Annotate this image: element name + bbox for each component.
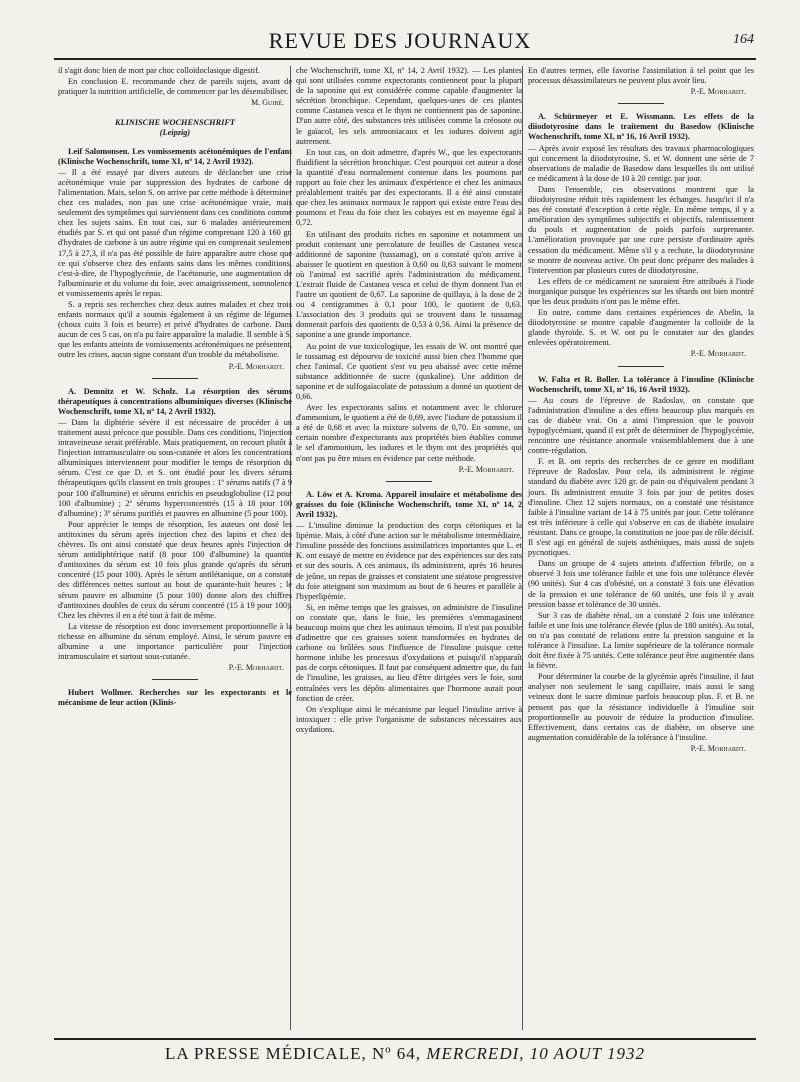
article-heading: A. Schürmeyer et E. Wissmann. Les effets de la diiodotyrosine dans le traitement du Basedow (Klinische Wochenschrift, tome XI, nº 16, 16 Avril 1932). — [528, 112, 754, 142]
author-signature: P.-E. Morhardt. — [228, 663, 284, 673]
author-signature: P.-E. Morhardt. — [690, 87, 746, 97]
paragraph: On s'explique ainsi le mécanisme par lequel l'insuline arrive à intoxiquer : elle prive l'organisme de substances nécessaires aux oxydations. — [296, 704, 522, 734]
header-rule — [54, 58, 756, 60]
article-heading: A. Demnitz et W. Scholz. La résorption des sérums thérapeutiques à concentrations albuminiques diverses (Klinische Wochenschrift, tome XI, nº 14, 2 Avril 1932). — [58, 386, 292, 416]
paragraph: Les effets de ce médicament ne sauraient être attribués à l'iode inorganique puisque les expériences sur les têtards ont bien montré que les deux produits n'ont pas le même effet. — [528, 276, 754, 306]
paragraph: En conclusion E. recommande chez de pareils sujets, avant de pratiquer la nutrition artificielle, de commencer par les désensibiliser. — [58, 77, 292, 97]
paragraph: Sur 3 cas de diabète rénal, on a constaté 2 fois une tolérance faible et une fois une tolérance élevée (plus de 180 unités). Au total, on n'a pas constaté de relations entre la pression sanguine et la tolérance à l'insuline. La limite supérieure de la tolérance normale doit être fixée à 75 unités. Cette tolérance peut être augmentée dans la fièvre. — [528, 610, 754, 671]
paragraph: S. a repris ses recherches chez deux autres malades et chez trois enfants normaux qu'il a soumis également à un régime de légumes (choux cuits 3 fois et beurre) et privé d'hydrates de carbone. Dans aucun de ces 5 cas, on n'a pu faire apparaître la maladie. Il semble à S. que les enfants atteints de vomissements acétonémiques ne présentent, outre les crises, aucun signe constant d'un trouble du métabolisme. — [58, 299, 292, 360]
paragraph: Avec les expectorants salins et notamment avec le chlorure d'ammonium, le quotient a été de 0,69, avec l'iodure de potassium il a été de 0,68 et avec la mixture solvens de 0,70. En somme, un certain nombre d'expectorants aux propriétés bien établies comme le sel d'ammonium, les iodures et le thym ont des propriétés qui n'ont pas pu être mises en évidence par cette méthode. — [296, 403, 522, 463]
author-signature: P.-E. Morhardt. — [690, 743, 746, 753]
paragraph: Au point de vue toxicologique, les essais de W. ont montré que le tussamag est dépourvu de toxicité aussi bien chez l'homme que chez l'animal. Ce quotient s'est vu peu abaissé avec cette même substance additionnée de sucre (quskaline). Une addition de saponine et de sulfogaïacolate de potassium a donné un quotient de 0,66. — [296, 341, 522, 401]
article-separator — [618, 103, 664, 104]
article-separator — [152, 679, 198, 680]
author-signature: P.-E. Morhardt. — [690, 349, 746, 359]
paragraph: Pour apprécier le temps de résorption, les auteurs ont dosé les antitoxines du sérum après injection chez des lapins et chez des chèvres. Ils ont ainsi constaté que deux heures après l'injection de sérum antidiphtérique natif (8 pour 100 d'albumine) la quantité d'antitoxines du sérum est 10 fois plus grande qu'après du sérum concentré (15 pour 100). Après le sérum antilétanique, on a constaté des différences nettes surtout au bout de quarante-huit heures ; le sérum pauvre en albumine (5 pour 100) donne alors des chiffres d'antitoxines doubles de ceux du sérum concentré (15 à 19 pour 100). Chez les chèvres il en a été tout à fait de même. — [58, 519, 292, 620]
paragraph: — Après avoir exposé les résultats des travaux pharmacologiques qui concernent la diiodotyrosine, S. et W. donnent une série de 7 observations de maladie de Basedow dans lesquelles ils ont utilisé ce médicament à la dose de 10 à 20 centigr. par jour. — [528, 143, 754, 183]
journal-section-title: KLINISCHE WOCHENSCHRIFT — [115, 118, 235, 128]
paragraph: En outre, comme dans certaines expériences de Abelin, la diiodotyrosine se montre capable d'augmenter la colloïde de la glande thyroïde. S. et W. ont pu le constater sur des glandes enlevées opératoirement. — [528, 308, 754, 348]
author-signature: P.-E. Morhardt. — [228, 361, 284, 371]
journal-city: (Leipzig) — [159, 128, 191, 138]
paragraph: La vitesse de résorption est donc inversement proportionnelle à la richesse en albumine du sérum employé. Ainsi, le sérum pauvre en albumine a une importance particulière pour l'injection intramusculaire et surtout sous-cutanée. — [58, 621, 292, 662]
paragraph: Si, en même temps que les graisses, on administre de l'insuline on constate que, dans le foie, les premières s'emmagasinent beaucoup moins que chez les animaux témoins. Il n'est pas possible d'admettre que ces graisses soient transformées en hydrates de carbone ou brûlées sous l'influence de l'insuline puisque cette hormone inhibe les processus d'oxydations et puisqu'il n'apparaît pas de corps cétoniques. Il faut par conséquent admettre que, du fait de l'insuline, les graisses, au lieu d'être dirigées vers le foie, sont entraînées vers les dépôts alimentaires que l'hormone aurait pour fonction de créer. — [296, 602, 522, 703]
article-heading: Leif Salomonsen. Les vomissements acétonémiques de l'enfant (Klinische Wochenschrift, tome XI, nº 14, 2 Avril 1932). — [58, 146, 292, 166]
column-1 — [58, 66, 292, 1032]
paragraph: — Au cours de l'épreuve de Radoslav, on constate que l'administration d'insuline a des effets beaucoup plus marqués en cas de diabète vrai. On a ainsi l'impression que le pouvoir hypoglycémiant, quand il est prêt de déterminer de l'hypoglycémie, rencontre une résistance anormale vraisemblablement due à une contre-régulation. — [528, 395, 754, 456]
column-2 — [290, 66, 522, 1032]
paragraph: — Il a été essayé par divers auteurs de déclancher une crise acétonémique vraie par suppression des hydrates de carbone de l'alimentation. Mais, selon S. on arrive par cette méthode à déterminer chez ces malades, non pas une crise acétonémique vraie, mais seulement des symptômes qui surviennent dans ces conditions comme chez les sujets sains. En tout cas, sur 6 malades antérieurement étudiés par S. et qui ont passé d'un régime comprenant 120 à 160 gr. d'hydrates de carbone à un autre régime qui en comprenait seulement 17,5 à 27,3, il n'a pas été possible de faire apparaître autre chose que ce qui s'observe chez des enfants sains dans les mêmes conditions, c'est-à-dire, de l'hypoglycémie, de l'acétonurie, une augmentation de l'albuminurie et du volume du foie, avec amaigrissement, somnolence et vomissements après le repas. — [58, 167, 292, 298]
running-header-title: REVUE DES JOURNAUX — [268, 28, 532, 53]
paragraph: F. et B. ont repris des recherches de ce genre en modifiant l'épreuve de Radoslav. Pour cela, ils administrent le régime standard du diabète avec 120 gr. de pain ou d'équivalent pendant 3 jours. Ils administrent ensuite 3 fois par jour de petites doses d'insuline. Chez 12 sujets normaux, on a constaté une résistance faible à l'insuline variant de 14 à 75 unités par jour. Cette tolérance est très inférieure à celle qui s'observe en cas de diabète insulaire résistant. Dans ce groupe, la constitution ne joue pas de rôle décisif. Il s'est agi en général de sujets asthéniques, mais aussi de sujets pycnotiques. — [528, 457, 754, 558]
article-heading: A. Löw et A. Kroma. Appareil insulaire et métabolisme des graisses du foie (Klinische Wochenschrift, tome XI, nº 14, 2 Avril 1932). — [296, 489, 522, 519]
paragraph: En utilisant des produits riches en saponine et notamment un produit contenant une percolature de feuilles de Castanea vesca additionné de saponine (tussamag), on a constaté qu'on arrive à abaisser le quotient en question à 0,60 ou 0,63 suivant le moment où l'animal est sacrifié après l'administration du médicament. L'extrait fluide de Castanea vesca et celui de thym donnent l'un et l'autre un quotient de 0,67. La saponine de quillaya, à la dose de 2 ou 4 centigrammes à 0,1 pour 100, le quotient de 0,63. L'association des 3 produits qui se trouvent dans le tussamag donnerait parfois des quotients de 0,53 à 0,56. Ainsi la présence de saponine a une grande importance. — [296, 229, 522, 340]
page-number: 164 — [733, 32, 754, 47]
article-separator — [618, 366, 664, 367]
article-separator — [386, 481, 432, 482]
paragraph: En tout cas, on doit admettre, d'après W., que les expectorants fluidifient la sécrétion bronchique. C'est pourquoi cet auteur a dosé la quantité d'eau normalement contenue dans les poumons par rapport au foie chez les animaux d'expérience et chez les animaux préalablement traités par des expectorants. Il a été ainsi constaté que chez les animaux normaux le rapport qui existe entre l'eau des poumons et l'eau du foie chez les cobayes est en moyenne égal à 0,72. — [296, 147, 522, 228]
article-heading: W. Falta et R. Boller. La tolérance à l'insuline (Klinische Wochenschrift, tome XI, nº 16, 16 Avril 1932). — [528, 374, 754, 394]
paragraph: En d'autres termes, elle favorise l'assimilation à tel point que les processus désassimilateurs ne peuvent plus avoir lieu. — [528, 66, 754, 86]
page-footer — [54, 1044, 756, 1064]
article-heading: Hubert Wollmer. Recherches sur les expectorants et le mécanisme de leur action (Klinis- — [58, 688, 292, 708]
paragraph: Dans l'ensemble, ces observations montrent que la diiodotyrosine réduit très rapidement les échanges. Jusqu'ici il n'a pas été constaté d'exception à cette règle. En même temps, il y a amélioration des symptômes subjectifs et objectifs, ralentissement du pouls et augmentation de poids parfois surprenante. L'amélioration provoquée par une cure persiste d'ordinaire après cessation du médicament. Même s'il y a rechute, la diiodotyrosine se montre de nouveau active. On peut donc préparer des malades à l'intervention par plusieurs cures de diiodotyrosine. — [528, 184, 754, 275]
paragraph: il s'agit donc bien de mort par choc colloïdoclasique digestif. — [58, 66, 260, 75]
paragraph: — L'insuline diminue la production des corps cétoniques et la lipémie. Mais, à côté d'une action sur le métabolisme intermédiaire, l'insuline possède des fonctions assimilatrices importantes que L. et K. ont essayé de mettre en évidence par des expériences sur des rats et sur des souris. A ces animaux, ils administrent, après 16 heures de jeûne, un repas de graisses et constatent une stéatose progressive du foie atteignant son maximum au bout de 6 heures et parallèle à l'hyperlipémie. — [296, 521, 522, 601]
paragraph: che Wochenschrift, tome XI, nº 14, 2 Avril 1932). — Les plantes qui sont utilisées comme expectorants contiennent pour la plupart de la saponine qui est considérée comme capable d'augmenter la sécrétion bronchique. Cependant, quelques-unes de ces plantes comme Castanea vesca et le thym ne contiennent pas de saponine. D'un autre côté, des substances très utilisées comme la créosote ou le gaïacol, les sels ammoniacaux et les iodures doivent agir autrement. — [296, 66, 522, 146]
paragraph: Pour déterminer la courbe de la glycémie après l'insuline, il faut analyser non seulement le sang capillaire, mais aussi le sang veineux dont le sucre diminue parfois beaucoup plus. F. et B. ne pensent pas que la résistance individuelle à l'insuline soit proportionnelle au pouvoir de réduire la production d'insuline. Effectivement, dans certains cas de diabète, on observe une augmentation considérable de la tolérance à l'insuline. — [528, 672, 754, 742]
paragraph: Dans un groupe de 4 sujets atteints d'affection fébrile, on a observé 3 fois une tolérance faible et une fois une tolérance élevée (90 unités). Sur 4 cas d'obésité, on a constaté 3 fois une élévation de la pression et une tolérance de 60 unités, une fois il y avait pression basse et tolérance de 30 unités. — [528, 559, 754, 609]
author-signature: P.-E. Morhardt. — [458, 464, 514, 474]
footer-rule — [54, 1038, 756, 1040]
footer-date: MERCREDI, 10 AOUT 1932 — [426, 1044, 646, 1063]
column-3 — [522, 66, 754, 1032]
footer-publication: LA PRESSE MÉDICALE, Nº 64, — [164, 1044, 422, 1063]
article-separator — [152, 378, 198, 379]
author-signature: M. Guibé. — [251, 98, 284, 108]
paragraph: — Dans la diphtérie sévère il est nécessaire de procéder à un traitement aussi précoce que possible. Dans ces conditions, l'injection intraveineuse serait préférable. Mais pratiquement, on recourt plutôt à l'injection intramusculaire ou sous-cutanée et alors les concentrations albuminiques interviennent pour modifier le temps de résorption du sérum. C'est ce que D. et S. ont étudié pour les divers sérums thérapeutiques qu'ils classent en trois groupes : 1º sérums natifs (7 à 9 pour 100 d'albumine) et sérums enrichis en pseudoglobuline (12 pour 100 d'albumine) ; 2º sérums hyperconcentrés (15 à 18 pour 100 d'albumine) ; 3º sérums purifiés et pauvres en albumine (5 pour 100). — [58, 417, 292, 518]
